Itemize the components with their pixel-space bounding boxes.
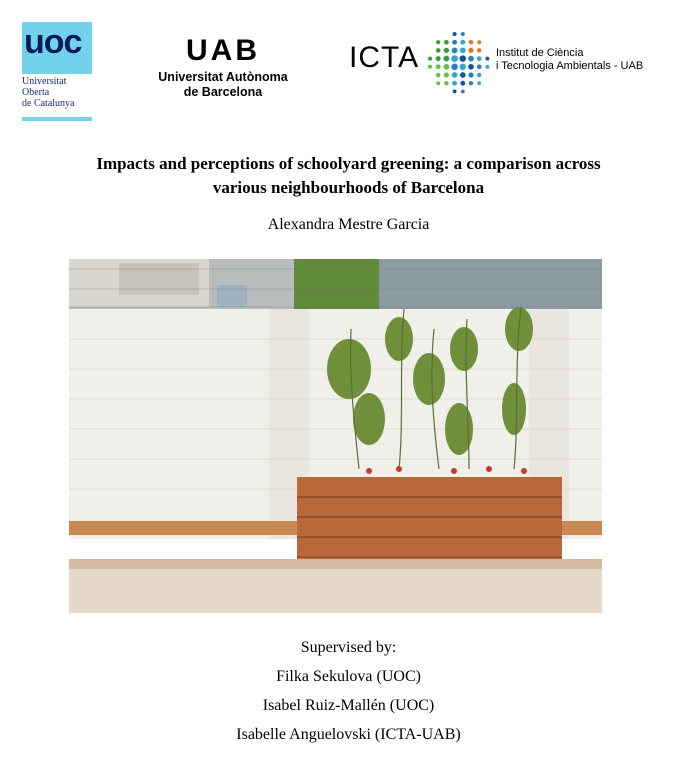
- icta-logo-name: [496, 47, 643, 73]
- supervisor-1: Filka Sekulova (UOC): [276, 668, 421, 685]
- icta-name-line-2: i Tecnologia Ambientals - UAB: [496, 60, 644, 72]
- icta-dot: [444, 64, 450, 70]
- icta-dot: [452, 81, 457, 86]
- supervisor-3: Isabelle Anguelovski (ICTA-UAB): [236, 726, 461, 743]
- document-title-line-1: Impacts and perceptions of schoolyard greening: a comparison across: [96, 154, 601, 173]
- uoc-logo-box: [22, 22, 92, 74]
- uab-logo: [152, 36, 294, 102]
- icta-dot: [468, 64, 474, 70]
- supervision-block: [40, 638, 657, 754]
- icta-dot: [452, 40, 457, 45]
- icta-dot: [444, 81, 449, 86]
- icta-dot: [453, 32, 457, 36]
- icta-dot: [460, 40, 465, 45]
- photo-planter: [297, 477, 562, 573]
- uoc-logo-name: [22, 76, 92, 109]
- photo-bench-right: [561, 521, 602, 535]
- icta-dot: [469, 40, 474, 45]
- photo-right-building: [379, 259, 602, 311]
- uoc-name-line-2: Oberta: [22, 87, 50, 98]
- uab-logo-letters: UAB: [186, 34, 260, 67]
- icta-dot: [461, 32, 465, 36]
- document-title: [40, 152, 657, 200]
- supervisor-2: Isabel Ruiz-Mallén (UOC): [262, 697, 435, 714]
- uab-name-line-2: de Barcelona: [183, 85, 263, 99]
- icta-dot: [485, 57, 489, 61]
- uoc-name-line-1: Universitat: [22, 76, 67, 87]
- icta-dot: [477, 56, 482, 61]
- icta-dot: [477, 73, 481, 77]
- supervision-heading: Supervised by:: [300, 639, 397, 656]
- icta-dot: [443, 56, 449, 62]
- icta-dot: [477, 81, 481, 85]
- icta-dot: [436, 56, 441, 61]
- icta-dot: [468, 48, 473, 53]
- uoc-logo-letters: uoc: [24, 23, 82, 61]
- uoc-name-line-3: de Catalunya: [22, 98, 75, 109]
- icta-logo-word: ICTA: [349, 41, 420, 74]
- schoolyard-planter-photo: [69, 259, 602, 613]
- uab-logo-name: [152, 70, 294, 100]
- icta-dot-globe-icon: [424, 28, 492, 96]
- uab-name-line-1: Universitat Autònoma: [158, 70, 288, 84]
- uoc-logo: [22, 22, 92, 122]
- icta-dot: [460, 72, 466, 78]
- icta-dot: [452, 72, 458, 78]
- icta-dot: [460, 64, 466, 70]
- document-title-line-2: various neighbourhoods of Barcelona: [212, 178, 485, 197]
- photo-tree: [294, 259, 379, 315]
- icta-dot: [436, 81, 440, 85]
- icta-dot: [461, 89, 465, 93]
- icta-dot: [477, 64, 482, 69]
- icta-dot: [451, 64, 458, 71]
- icta-dot: [436, 64, 441, 69]
- icta-dot: [468, 56, 474, 62]
- icta-dot: [469, 81, 473, 85]
- icta-dot: [452, 47, 458, 53]
- uoc-logo-underline: [22, 117, 92, 121]
- icta-dot: [460, 55, 467, 62]
- icta-name-line-1: Institut de Ciència: [496, 47, 584, 59]
- icta-dot: [477, 48, 482, 53]
- icta-dot: [444, 72, 449, 77]
- photo-balcony: [119, 263, 199, 295]
- icta-dot: [453, 89, 457, 93]
- icta-dot: [451, 55, 458, 62]
- icta-logo: [346, 28, 676, 98]
- photo-ac-unit: [217, 285, 247, 307]
- icta-dot: [436, 40, 440, 44]
- icta-dot: [436, 73, 441, 78]
- icta-dot: [444, 48, 449, 53]
- icta-dot: [485, 65, 489, 69]
- icta-dot: [444, 40, 449, 45]
- icta-dot: [436, 48, 441, 53]
- icta-dot: [428, 57, 432, 61]
- icta-dot: [460, 81, 465, 86]
- photo-ground-edge: [69, 559, 602, 569]
- author-name: Alexandra Mestre Garcia: [267, 216, 430, 233]
- icta-dot: [477, 40, 481, 44]
- icta-dot: [428, 65, 432, 69]
- icta-dot: [460, 48, 466, 54]
- photo-bench-left: [69, 521, 299, 535]
- icta-dot: [468, 72, 473, 77]
